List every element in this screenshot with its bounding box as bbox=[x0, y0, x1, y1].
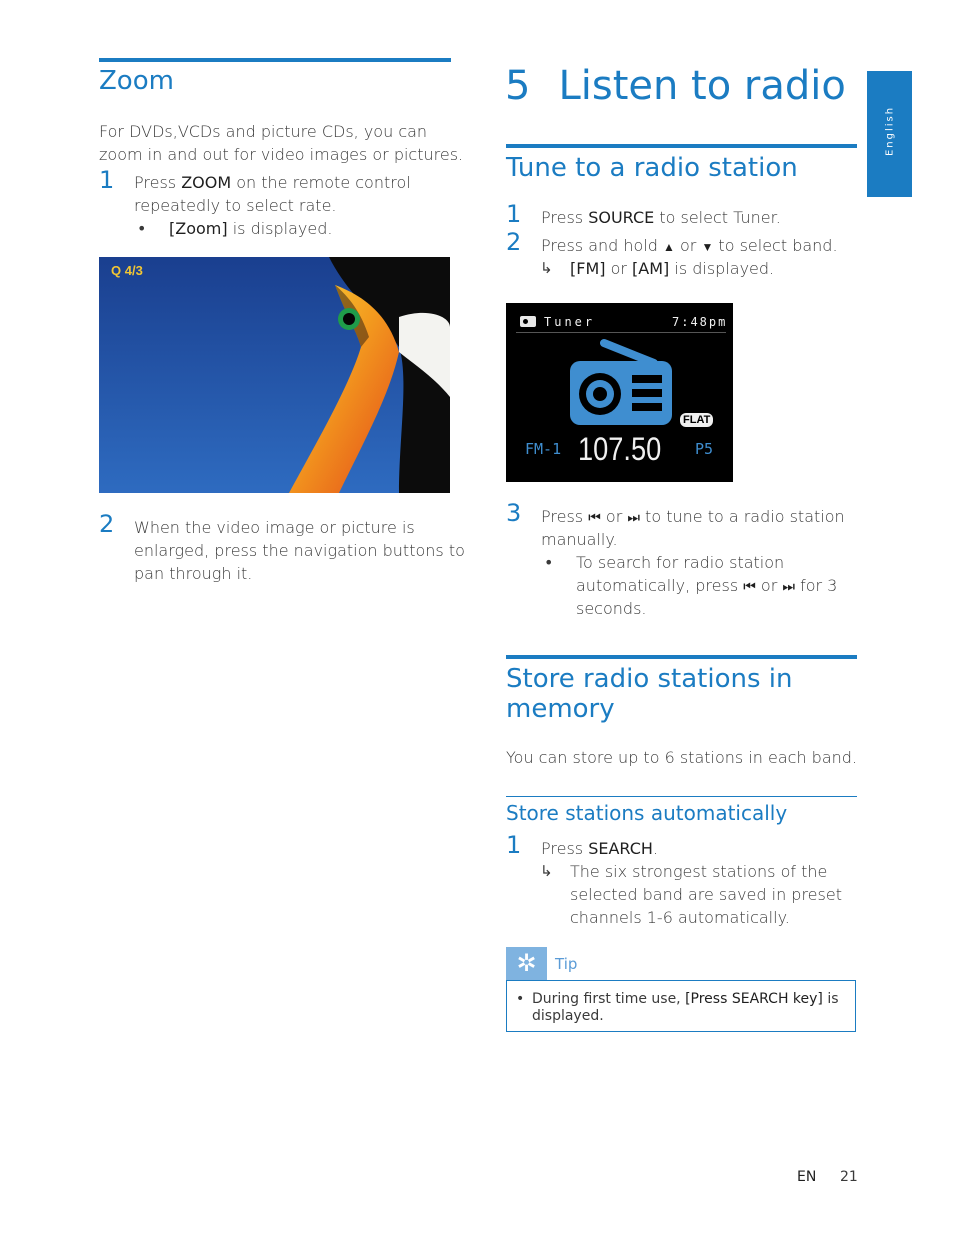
result-arrow-icon: ↳ bbox=[540, 862, 553, 880]
tune-step3-b2-or: or bbox=[755, 576, 783, 595]
tune-step2-text bbox=[541, 234, 838, 259]
tune-step3-bullet-line3: seconds. bbox=[576, 599, 647, 618]
zoom-step1-pre: Press bbox=[134, 173, 182, 192]
language-side-tab bbox=[867, 71, 912, 197]
next-track-icon: ⏭ bbox=[782, 579, 795, 595]
tune-step2-number: 2 bbox=[506, 228, 522, 256]
tune-step3-b2-post: for 3 bbox=[795, 576, 838, 595]
press-search-key-label: [Press SEARCH key] bbox=[685, 991, 823, 1007]
tune-step3-line2: manually. bbox=[541, 530, 618, 549]
zoom-intro-line2: zoom in and out for video images or pictures. bbox=[99, 145, 464, 164]
tune-step3-number: 3 bbox=[506, 499, 522, 527]
tune-step2-post: to select band. bbox=[713, 236, 838, 255]
tune-step3-post: to tune to a radio station bbox=[639, 507, 845, 526]
preset-label: P5 bbox=[695, 440, 714, 458]
tune-step1-number: 1 bbox=[506, 200, 522, 228]
tip-line2: displayed. bbox=[532, 1008, 604, 1024]
tuner-divider bbox=[516, 332, 726, 333]
toucan-zoom-photo bbox=[99, 257, 450, 493]
tune-step3-b2-pre: automatically, press bbox=[576, 576, 744, 595]
eq-flat-badge: FLAT bbox=[680, 413, 713, 427]
tune-heading: Tune to a radio station bbox=[506, 153, 798, 183]
tune-step1-post: to select Tuner. bbox=[654, 208, 781, 227]
chapter-title-text: Listen to radio bbox=[558, 63, 846, 109]
tip-line1 bbox=[532, 990, 839, 1008]
tune-step3-bullet: • bbox=[544, 553, 554, 572]
language-tab-label: English bbox=[884, 105, 895, 157]
toucan-illustration bbox=[99, 257, 450, 493]
zoom-step1-number: 1 bbox=[99, 166, 115, 194]
tune-step2-pre: Press and hold bbox=[541, 236, 663, 255]
frequency-readout: 107.50 bbox=[578, 431, 662, 467]
am-label: [AM] bbox=[632, 259, 670, 278]
zoom-key-label: ZOOM bbox=[181, 173, 232, 192]
zoom-heading: Zoom bbox=[99, 66, 174, 96]
source-key-label: SOURCE bbox=[588, 208, 655, 227]
tip-bullet: • bbox=[516, 991, 525, 1007]
tip-line1-post: is bbox=[822, 991, 839, 1007]
store-subheading: Store stations automatically bbox=[506, 801, 788, 825]
zoom-step1-bullet: • bbox=[137, 219, 147, 238]
tune-step2-result bbox=[570, 257, 774, 280]
tuner-source-icon bbox=[520, 316, 536, 327]
zoom-step2-line1: When the video image or picture is bbox=[134, 518, 415, 537]
store-step1-text bbox=[541, 837, 658, 860]
store-subheading-rule bbox=[506, 796, 857, 797]
search-key-label: SEARCH bbox=[588, 839, 653, 858]
store-heading-line1: Store radio stations in bbox=[506, 664, 793, 694]
chapter-title bbox=[505, 62, 846, 110]
store-step1-result-line3: channels 1-6 automatically. bbox=[570, 908, 790, 927]
tune-step3-or: or bbox=[600, 507, 628, 526]
zoom-step1-line1 bbox=[134, 171, 411, 194]
tune-heading-rule bbox=[506, 144, 857, 148]
zoom-step2-line3: pan through it. bbox=[134, 564, 253, 583]
store-step1-result-line2: selected band are saved in preset bbox=[570, 885, 842, 904]
zoom-step2-number: 2 bbox=[99, 510, 115, 538]
tune-step3-line1 bbox=[541, 505, 845, 530]
zoom-intro-line1: For DVDs,VCDs and picture CDs, you can bbox=[99, 122, 428, 141]
radio-icon bbox=[566, 337, 676, 429]
tune-step2-res-or: or bbox=[605, 259, 633, 278]
chapter-number: 5 bbox=[505, 63, 531, 109]
band-label: FM-1 bbox=[525, 440, 562, 458]
zoom-displayed-label: [Zoom] bbox=[169, 219, 228, 238]
zoom-step1-post: on the remote control bbox=[231, 173, 411, 192]
fm-label: [FM] bbox=[570, 259, 606, 278]
tune-step3-pre: Press bbox=[541, 507, 589, 526]
up-triangle-icon: ▲ bbox=[663, 240, 675, 254]
zoom-rate-label: Q 4/3 bbox=[111, 263, 143, 278]
store-intro: You can store up to 6 stations in each band. bbox=[506, 748, 858, 767]
zoom-step2-line2: enlarged, press the navigation buttons to bbox=[134, 541, 465, 560]
tune-step1-text bbox=[541, 206, 781, 229]
tuner-display-screenshot bbox=[506, 303, 733, 482]
zoom-displayed-post: is displayed. bbox=[227, 219, 333, 238]
previous-track-icon: ⏮ bbox=[743, 579, 756, 595]
store-step1-result-line1: The six strongest stations of the bbox=[570, 862, 828, 881]
tune-step1-pre: Press bbox=[541, 208, 589, 227]
next-track-icon: ⏭ bbox=[627, 510, 640, 526]
store-step1-number: 1 bbox=[506, 831, 522, 859]
tune-step3-bullet-line2 bbox=[576, 574, 837, 599]
store-heading-rule bbox=[506, 655, 857, 659]
tuner-source-label: Tuner bbox=[544, 315, 596, 329]
tune-step3-bullet-line1: To search for radio station bbox=[576, 553, 785, 572]
tune-step2-or: or bbox=[674, 236, 702, 255]
store-heading-line2: memory bbox=[506, 694, 615, 724]
tuner-clock: 7:48pm bbox=[672, 315, 728, 329]
tip-label: Tip bbox=[555, 955, 578, 973]
zoom-step1-result bbox=[169, 217, 332, 240]
store-step1-pre: Press bbox=[541, 839, 589, 858]
page-number: 21 bbox=[840, 1169, 858, 1185]
result-arrow-icon: ↳ bbox=[540, 259, 553, 277]
footer-language: EN bbox=[797, 1169, 817, 1185]
tip-sparkle-icon: ✲ bbox=[506, 947, 547, 980]
zoom-step1-line2: repeatedly to select rate. bbox=[134, 196, 337, 215]
down-triangle-icon: ▼ bbox=[701, 240, 714, 254]
previous-track-icon: ⏮ bbox=[588, 510, 601, 526]
store-step1-post: . bbox=[652, 839, 659, 858]
tip-line1-pre: During first time use, bbox=[532, 991, 686, 1007]
zoom-heading-rule bbox=[99, 58, 451, 62]
tune-step2-res-post: is displayed. bbox=[669, 259, 775, 278]
